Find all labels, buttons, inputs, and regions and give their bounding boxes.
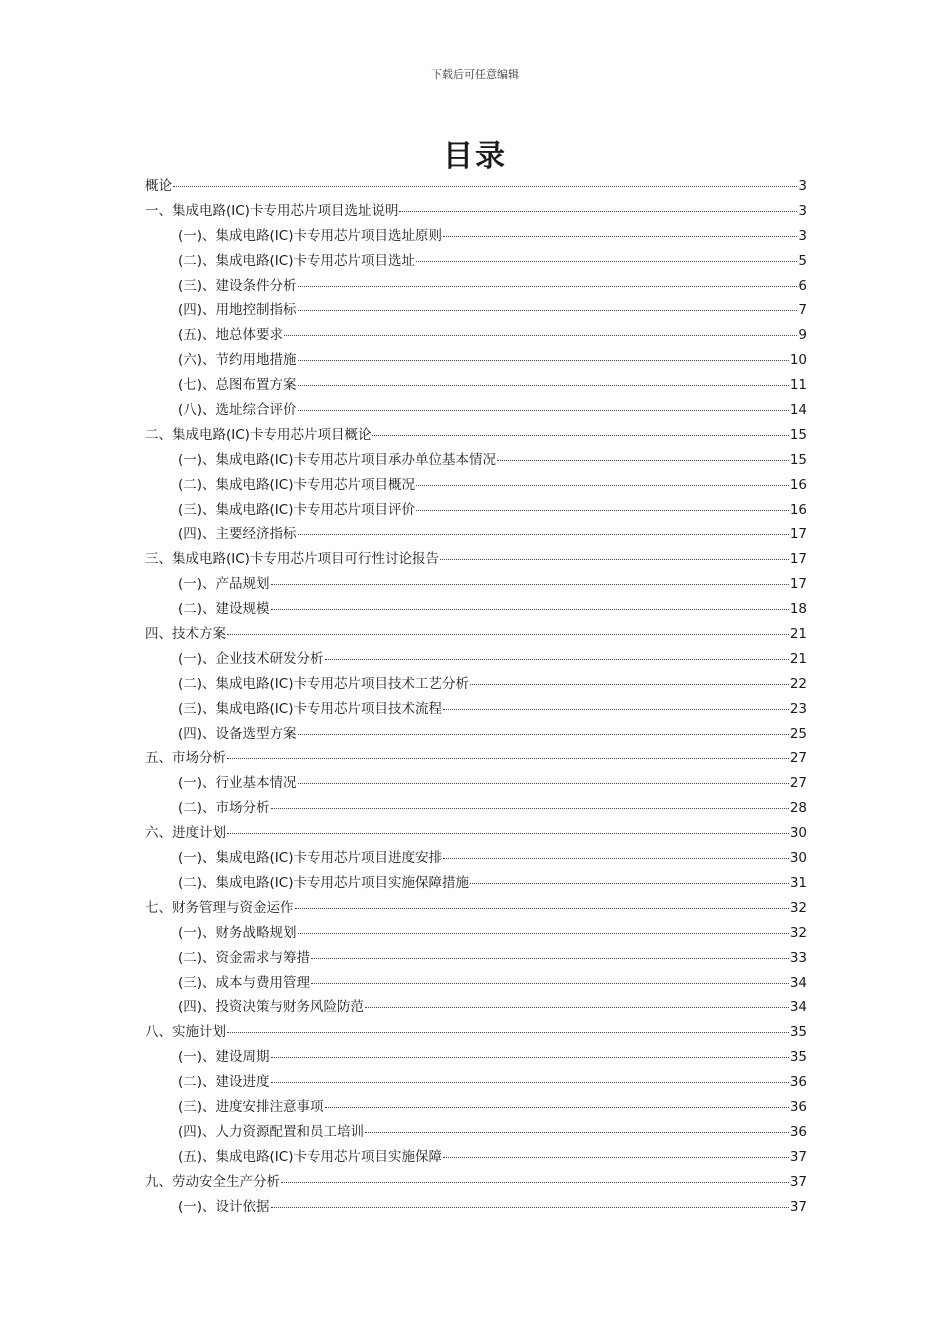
toc-entry-page-number: 21 xyxy=(789,650,807,667)
toc-entry[interactable] xyxy=(145,946,807,971)
toc-entry[interactable] xyxy=(145,1170,807,1195)
dot-leader xyxy=(365,1007,789,1008)
dot-leader xyxy=(298,385,789,386)
toc-entry-label: 一、集成电路(IC)卡专用芯片项目选址说明 xyxy=(145,202,399,219)
toc-entry[interactable] xyxy=(145,622,807,647)
dot-leader xyxy=(227,1032,789,1033)
toc-entry-label: (二)、资金需求与筹措 xyxy=(178,949,311,966)
toc-entry[interactable] xyxy=(145,771,807,796)
toc-entry-page-number: 3 xyxy=(798,227,807,244)
dot-leader xyxy=(325,1107,789,1108)
toc-entry-label: (二)、市场分析 xyxy=(178,800,270,817)
toc-entry-page-number: 37 xyxy=(789,1173,807,1190)
dot-leader xyxy=(227,833,789,834)
dot-leader xyxy=(311,958,789,959)
toc-entry-label: (一)、集成电路(IC)卡专用芯片项目选址原则 xyxy=(178,227,442,244)
toc-entry-page-number: 36 xyxy=(789,1123,807,1140)
page-header: 下载后可任意编辑 xyxy=(431,68,519,81)
toc-entry-label: 四、技术方案 xyxy=(145,626,226,643)
toc-entry-label: (六)、节约用地措施 xyxy=(178,352,297,369)
toc-title: 目录 xyxy=(443,139,507,174)
toc-entry-label: 七、财务管理与资金运作 xyxy=(145,899,294,916)
toc-entry[interactable] xyxy=(145,672,807,697)
toc-entry-page-number: 15 xyxy=(789,426,807,443)
toc-entry[interactable] xyxy=(145,224,807,249)
toc-entry-label: (二)、集成电路(IC)卡专用芯片项目技术工艺分析 xyxy=(178,675,469,692)
dot-leader xyxy=(440,559,789,560)
dot-leader xyxy=(298,534,789,535)
toc-entry-label: (四)、投资决策与财务风险防范 xyxy=(178,999,365,1016)
toc-entry-page-number: 6 xyxy=(798,277,807,294)
toc-entry-page-number: 17 xyxy=(789,526,807,543)
dot-leader xyxy=(284,335,797,336)
toc-entry[interactable] xyxy=(145,796,807,821)
toc-entry-page-number: 17 xyxy=(789,576,807,593)
toc-entry[interactable] xyxy=(145,971,807,996)
toc-entry[interactable] xyxy=(145,1195,807,1220)
toc-entry-page-number: 37 xyxy=(789,1148,807,1165)
dot-leader xyxy=(298,310,798,311)
toc-entry-page-number: 5 xyxy=(798,252,807,269)
toc-entry[interactable] xyxy=(145,348,807,373)
toc-entry-page-number: 31 xyxy=(789,874,807,891)
toc-entry-page-number: 32 xyxy=(789,924,807,941)
toc-entry-page-number: 35 xyxy=(789,1049,807,1066)
dot-leader xyxy=(443,1157,789,1158)
dot-leader xyxy=(271,808,789,809)
toc-entry[interactable] xyxy=(145,423,807,448)
toc-entry-page-number: 36 xyxy=(789,1074,807,1091)
toc-entry-label: 五、市场分析 xyxy=(145,750,226,767)
toc-entry-page-number: 11 xyxy=(789,377,807,394)
toc-entry-label: (三)、建设条件分析 xyxy=(178,277,297,294)
dot-leader xyxy=(227,758,789,759)
toc-entry[interactable] xyxy=(145,746,807,771)
dot-leader xyxy=(281,1182,789,1183)
dot-leader xyxy=(298,933,789,934)
toc-entry[interactable] xyxy=(145,896,807,921)
dot-leader xyxy=(497,460,789,461)
toc-entry-label: (三)、集成电路(IC)卡专用芯片项目评价 xyxy=(178,501,415,518)
toc-entry-page-number: 21 xyxy=(789,626,807,643)
toc-entry[interactable] xyxy=(145,522,807,547)
toc-entry-label: 六、进度计划 xyxy=(145,825,226,842)
toc-entry-label: (三)、成本与费用管理 xyxy=(178,974,311,991)
dot-leader xyxy=(443,236,797,237)
dot-leader xyxy=(271,1057,789,1058)
dot-leader xyxy=(443,858,789,859)
toc-entry-label: (二)、集成电路(IC)卡专用芯片项目选址 xyxy=(178,252,415,269)
toc-entry-label: (一)、财务战略规划 xyxy=(178,924,297,941)
toc-entry-page-number: 34 xyxy=(789,999,807,1016)
toc-entry-label: (四)、设备选型方案 xyxy=(178,725,297,742)
toc-entry[interactable] xyxy=(145,846,807,871)
toc-entry-page-number: 16 xyxy=(789,476,807,493)
toc-entry-page-number: 22 xyxy=(789,675,807,692)
toc-entry-page-number: 14 xyxy=(789,402,807,419)
toc-entry-page-number: 27 xyxy=(789,750,807,767)
toc-entry[interactable] xyxy=(145,821,807,846)
table-of-contents xyxy=(145,174,807,1219)
dot-leader xyxy=(416,261,797,262)
toc-entry-label: (一)、企业技术研发分析 xyxy=(178,650,324,667)
toc-entry-label: (三)、集成电路(IC)卡专用芯片项目技术流程 xyxy=(178,700,442,717)
toc-entry-label: (二)、建设进度 xyxy=(178,1074,270,1091)
toc-entry-label: 二、集成电路(IC)卡专用芯片项目概论 xyxy=(145,426,372,443)
toc-entry[interactable] xyxy=(145,498,807,523)
toc-entry[interactable] xyxy=(145,249,807,274)
toc-entry[interactable] xyxy=(145,473,807,498)
dot-leader xyxy=(372,435,788,436)
toc-entry[interactable] xyxy=(145,921,807,946)
toc-entry-label: (四)、用地控制指标 xyxy=(178,302,297,319)
toc-entry-page-number: 23 xyxy=(789,700,807,717)
toc-entry-label: (二)、建设规模 xyxy=(178,601,270,618)
toc-entry[interactable] xyxy=(145,373,807,398)
toc-entry-page-number: 30 xyxy=(789,850,807,867)
toc-entry-page-number: 32 xyxy=(789,899,807,916)
toc-entry-page-number: 35 xyxy=(789,1024,807,1041)
toc-entry[interactable] xyxy=(145,1095,807,1120)
toc-entry-label: (一)、集成电路(IC)卡专用芯片项目承办单位基本情况 xyxy=(178,451,496,468)
toc-entry-page-number: 25 xyxy=(789,725,807,742)
dot-leader xyxy=(416,510,789,511)
toc-entry[interactable] xyxy=(145,697,807,722)
toc-entry[interactable] xyxy=(145,572,807,597)
toc-entry[interactable] xyxy=(145,398,807,423)
toc-entry-page-number: 28 xyxy=(789,800,807,817)
toc-entry-label: (七)、总图布置方案 xyxy=(178,377,297,394)
toc-entry-label: (一)、行业基本情况 xyxy=(178,775,297,792)
dot-leader xyxy=(311,983,789,984)
dot-leader xyxy=(271,1082,789,1083)
toc-entry-page-number: 9 xyxy=(798,327,807,344)
toc-entry[interactable] xyxy=(145,547,807,572)
toc-entry[interactable] xyxy=(145,448,807,473)
dot-leader xyxy=(443,709,789,710)
toc-entry-label: (四)、主要经济指标 xyxy=(178,526,297,543)
toc-entry-label: (一)、设计依据 xyxy=(178,1198,270,1215)
toc-entry[interactable] xyxy=(145,871,807,896)
toc-entry-page-number: 7 xyxy=(798,302,807,319)
toc-entry[interactable] xyxy=(145,1070,807,1095)
dot-leader xyxy=(298,286,798,287)
toc-entry-label: (二)、集成电路(IC)卡专用芯片项目概况 xyxy=(178,476,415,493)
toc-entry-label: (一)、产品规划 xyxy=(178,576,270,593)
dot-leader xyxy=(470,684,789,685)
toc-entry[interactable] xyxy=(145,1145,807,1170)
toc-entry-label: (三)、进度安排注意事项 xyxy=(178,1098,324,1115)
toc-entry-page-number: 30 xyxy=(789,825,807,842)
dot-leader xyxy=(298,734,789,735)
toc-entry-page-number: 27 xyxy=(789,775,807,792)
dot-leader xyxy=(173,186,797,187)
dot-leader xyxy=(470,883,789,884)
toc-entry[interactable] xyxy=(145,995,807,1020)
toc-entry-page-number: 10 xyxy=(789,352,807,369)
toc-entry-label: 九、劳动安全生产分析 xyxy=(145,1173,280,1190)
dot-leader xyxy=(298,360,789,361)
toc-entry-page-number: 18 xyxy=(789,601,807,618)
dot-leader xyxy=(271,1207,789,1208)
toc-entry-label: (一)、建设周期 xyxy=(178,1049,270,1066)
toc-entry-page-number: 15 xyxy=(789,451,807,468)
dot-leader xyxy=(271,584,789,585)
dot-leader xyxy=(416,485,789,486)
toc-entry-page-number: 16 xyxy=(789,501,807,518)
toc-entry-label: 三、集成电路(IC)卡专用芯片项目可行性讨论报告 xyxy=(145,551,439,568)
dot-leader xyxy=(399,211,797,212)
toc-entry-label: (二)、集成电路(IC)卡专用芯片项目实施保障措施 xyxy=(178,874,469,891)
toc-entry-page-number: 3 xyxy=(798,202,807,219)
toc-entry-page-number: 37 xyxy=(789,1198,807,1215)
toc-entry[interactable] xyxy=(145,1020,807,1045)
toc-entry[interactable] xyxy=(145,722,807,747)
toc-entry-label: 八、实施计划 xyxy=(145,1024,226,1041)
toc-entry[interactable] xyxy=(145,323,807,348)
toc-entry-label: 概论 xyxy=(145,178,172,194)
dot-leader xyxy=(295,908,789,909)
toc-entry-page-number: 33 xyxy=(789,949,807,966)
toc-entry[interactable] xyxy=(145,1120,807,1145)
toc-entry-label: (四)、人力资源配置和员工培训 xyxy=(178,1123,365,1140)
dot-leader xyxy=(298,783,789,784)
dot-leader xyxy=(271,609,789,610)
toc-entry-label: (一)、集成电路(IC)卡专用芯片项目进度安排 xyxy=(178,850,442,867)
toc-entry-page-number: 17 xyxy=(789,551,807,568)
toc-entry-page-number: 36 xyxy=(789,1098,807,1115)
toc-entry[interactable] xyxy=(145,597,807,622)
dot-leader xyxy=(365,1132,789,1133)
toc-entry[interactable] xyxy=(145,274,807,299)
toc-entry-page-number: 3 xyxy=(798,178,807,194)
toc-entry[interactable] xyxy=(145,1045,807,1070)
toc-entry[interactable] xyxy=(145,174,807,199)
toc-entry-label: (五)、集成电路(IC)卡专用芯片项目实施保障 xyxy=(178,1148,442,1165)
dot-leader xyxy=(325,659,789,660)
toc-entry-label: (八)、选址综合评价 xyxy=(178,402,297,419)
toc-entry-page-number: 34 xyxy=(789,974,807,991)
dot-leader xyxy=(227,634,789,635)
toc-entry[interactable] xyxy=(145,298,807,323)
toc-entry[interactable] xyxy=(145,199,807,224)
dot-leader xyxy=(298,410,789,411)
toc-entry-label: (五)、地总体要求 xyxy=(178,327,284,344)
toc-entry[interactable] xyxy=(145,647,807,672)
